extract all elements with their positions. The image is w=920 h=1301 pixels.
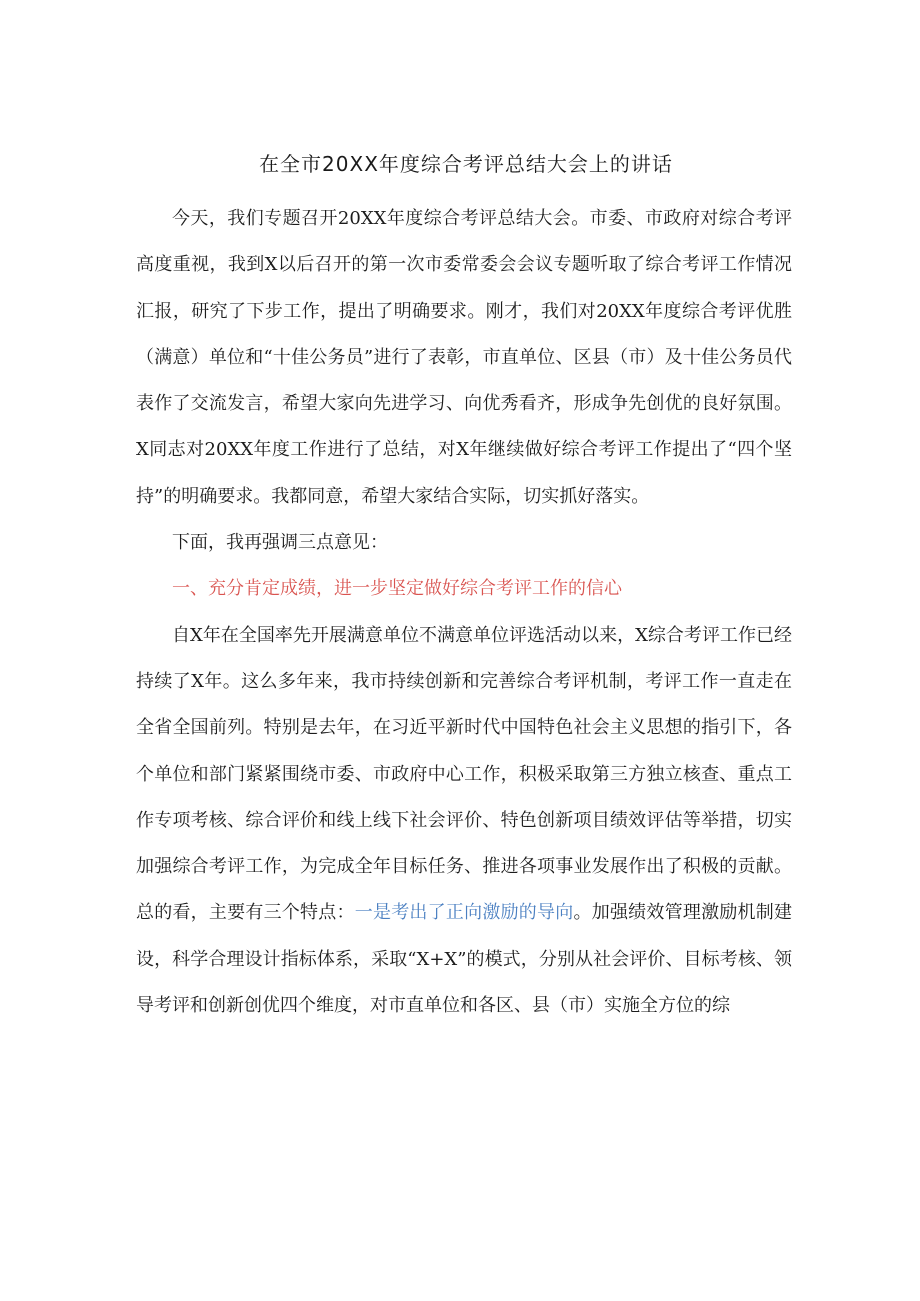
paragraph-intro: 今天，我们专题召开20XX年度综合考评总结大会。市委、市政府对综合考评高度重视，我到X以后召开的第一次市委常委会会议专题听取了综合考评工作情况汇报，研究了下步工作，提出了明确要求。刚才，我们对20XX年度综合考评优胜（满意）单位和“十佳公务员”进行了表彰，市直单位、区县（市）及十佳公务员代表作了交流发言，希望大家向先进学习、向优秀看齐，形成争先创优的良好氛围。X同志对20XX年度工作进行了总结，对X年继续做好综合考评工作提出了“四个坚持”的明确要求。我都同意，希望大家结合实际，切实抓好落实。 xyxy=(136,208,792,507)
paragraph-transition: 下面，我再强调三点意见： xyxy=(172,532,388,554)
section-heading-1: 一、充分肯定成绩，进一步坚定做好综合考评工作的信心 xyxy=(172,578,622,600)
paragraph-text-pre: 自X年在全国率先开展满意单位不满意单位评选活动以来，X综合考评工作已经持续了X年。这么多年来，我市持续创新和完善综合考评机制，考评工作一直走在全省全国前列。特别是去年，在习近平新时代中国特色社会主义思想的指引下，各个单位和部门紧紧围绕市委、市政府中心工作，积极采取第三方独立核查、重点工作专项考核、综合评价和线上线下社会评价、特色创新项目绩效评估等举措，切实加强综合考评工作，为完成全年目标任务、推进各项事业发展作出了积极的贡献。总的看，主要有三个特点： xyxy=(136,624,792,924)
paragraph-text-post: 。加强绩效管理激励机制建设，科学合理设计指标体系，采取“X+X”的模式，分别从社会评价、目标考核、领导考评和创新创优四个维度，对市直单位和各区、县（市）实施全方位的综 xyxy=(136,902,793,1017)
paragraph-section-1 xyxy=(136,613,792,1030)
document-body xyxy=(136,196,792,1029)
document-title: 在全市20XX年度综合考评总结大会上的讲话 xyxy=(259,152,673,176)
highlight-point-1: 一是考出了正向激励的导向 xyxy=(354,902,574,924)
